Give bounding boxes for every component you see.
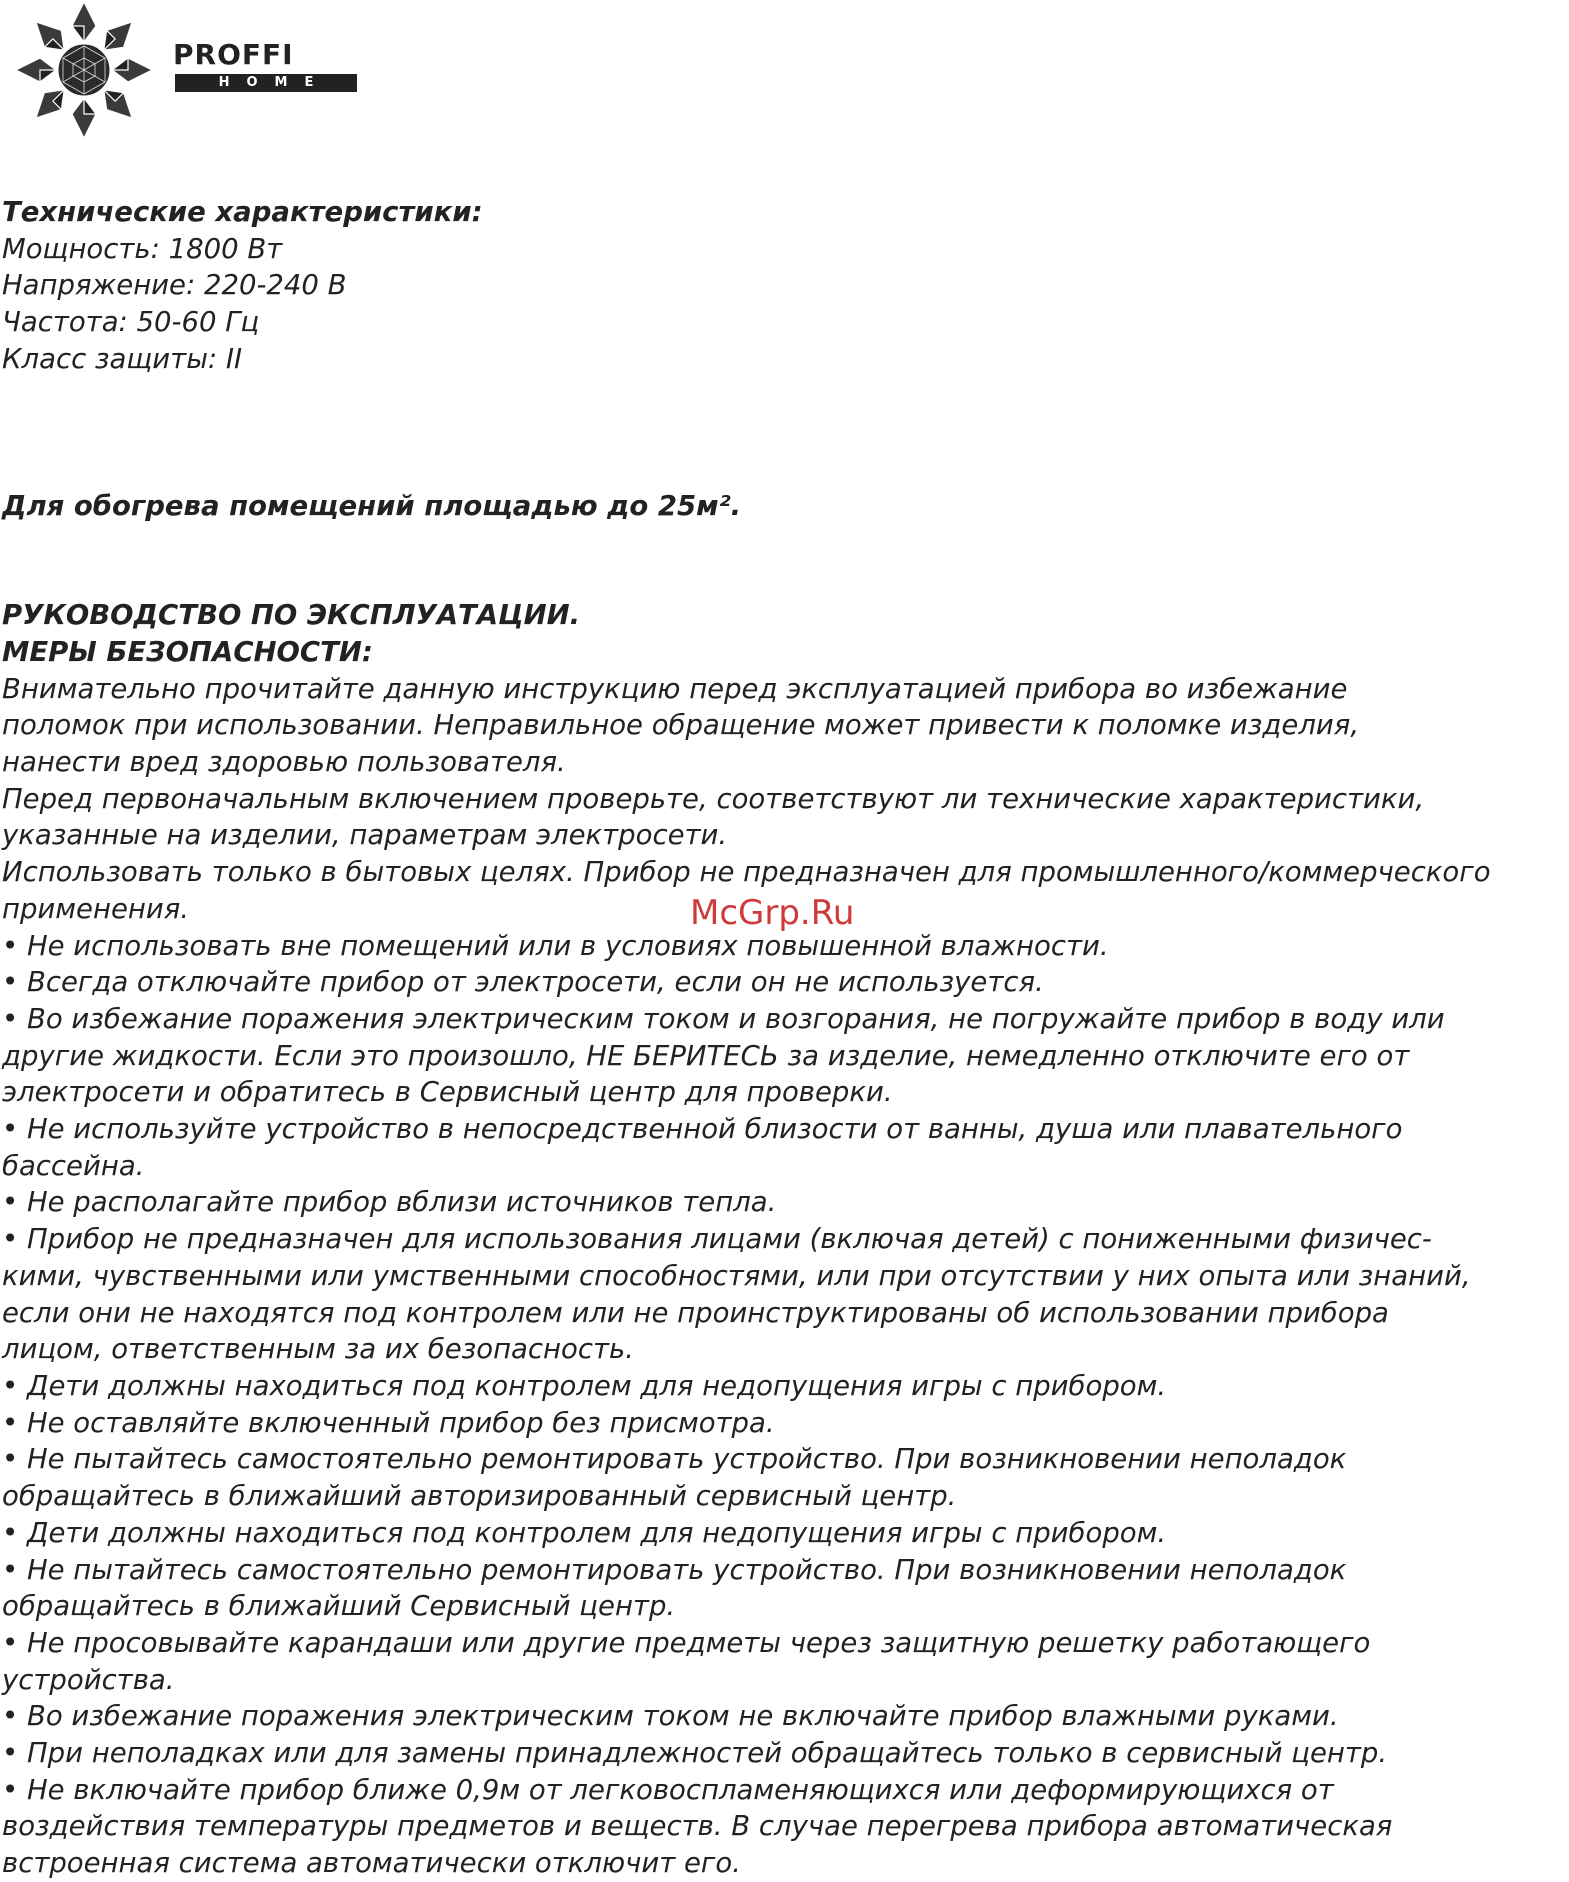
instruction-line: • Не оставляйте включенный прибор без присмотра. [2,1406,775,1439]
instruction-line: встроенная система автоматически отключит его. [2,1847,741,1880]
instruction-line: поломок при использовании. Неправильное обращение может привести к поломке изделия, [2,709,1360,742]
manual-heading: РУКОВОДСТВО ПО ЭКСПЛУАТАЦИИ. [2,599,581,632]
spec-line: Класс защиты: II [2,342,243,375]
safety-instructions [2,671,1564,1882]
instruction-line: • Не располагайте прибор вблизи источников тепла. [2,1186,777,1219]
instruction-line: • Во избежание поражения электрическим током и возгорания, не погружайте прибор в воду или [2,1002,1445,1035]
instruction-line: нанести вред здоровью пользователя. [2,746,566,779]
instruction-line: устройства. [2,1663,175,1696]
instruction-line: • Не просовывайте карандаши или другие предметы через защитную решетку работающего [2,1626,1371,1659]
instruction-line: обращайтесь в ближайший авторизированный сервисный центр. [2,1480,957,1513]
document-body [2,194,1564,1882]
sunburst-logo-icon [14,0,154,140]
instruction-line: • Во избежание поражения электрическим током не включайте прибор влажными руками. [2,1700,1339,1733]
instruction-line: • Не использовать вне помещений или в условиях повышенной влажности. [2,929,1109,962]
instruction-line: • Дети должны находиться под контролем для недопущения игры с прибором. [2,1516,1167,1549]
specs-heading: Технические характеристики: [2,196,483,228]
instruction-line: • Не включайте прибор ближе 0,9м от легковоспламеняющихся или деформирующихся от [2,1773,1334,1806]
instruction-line: применения. [2,892,190,925]
brand-subtitle: HOME [175,74,357,92]
instruction-line: Использовать только в бытовых целях. Прибор не предназначен для промышленного/коммерческого [2,856,1491,889]
instruction-line: • При неполадках или для замены принадлежностей обращайтесь только в сервисный центр. [2,1737,1388,1770]
safety-heading: МЕРЫ БЕЗОПАСНОСТИ: [2,635,373,668]
instruction-line: указанные на изделии, параметрам электросети. [2,819,728,852]
instruction-line: если они не находятся под контролем или не проинструктированы об использовании прибора [2,1296,1389,1329]
brand-name: PROFFI [173,38,294,71]
instruction-line: воздействия температуры предметов и веществ. В случае перегрева прибора автоматическая [2,1810,1393,1843]
instruction-line: бассейна. [2,1149,145,1182]
instruction-line: лицом, ответственным за их безопасность. [2,1333,634,1366]
spec-line: Частота: 50-60 Гц [2,306,260,339]
instruction-line: электросети и обратитесь в Сервисный центр для проверки. [2,1076,893,1109]
instruction-line: другие жидкости. Если это произошло, НЕ БЕРИТЕСЬ за изделие, немедленно отключите его от [2,1039,1410,1072]
instruction-line: • Всегда отключайте прибор от электросети, если он не используется. [2,966,1044,999]
instruction-line: Перед первоначальным включением проверьте, соответствуют ли технические характеристики, [2,782,1425,815]
brand-logo [14,0,344,140]
instruction-line: кими, чувственными или умственными способностями, или при отсутствии у них опыта или знаний, [2,1259,1471,1292]
area-note: Для обогрева помещений площадью до 25м². [2,489,742,522]
instruction-line: Внимательно прочитайте данную инструкцию перед эксплуатацией прибора во избежание [2,672,1348,705]
instruction-line: • Не пытайтесь самостоятельно ремонтировать устройство. При возникновении неполадок [2,1443,1347,1476]
watermark: McGrp.Ru [690,893,855,933]
spec-line: Мощность: 1800 Вт [2,232,283,265]
instruction-line: • Не пытайтесь самостоятельно ремонтировать устройство. При возникновении неполадок [2,1553,1347,1586]
instruction-line: • Прибор не предназначен для использования лицами (включая детей) с пониженными физичес- [2,1223,1432,1256]
instruction-line: • Дети должны находиться под контролем для недопущения игры с прибором. [2,1369,1167,1402]
instruction-line: обращайтесь в ближайший Сервисный центр. [2,1590,676,1623]
spec-line: Напряжение: 220-240 В [2,269,347,302]
instruction-line: • Не используйте устройство в непосредственной близости от ванны, душа или плавательного [2,1113,1403,1146]
